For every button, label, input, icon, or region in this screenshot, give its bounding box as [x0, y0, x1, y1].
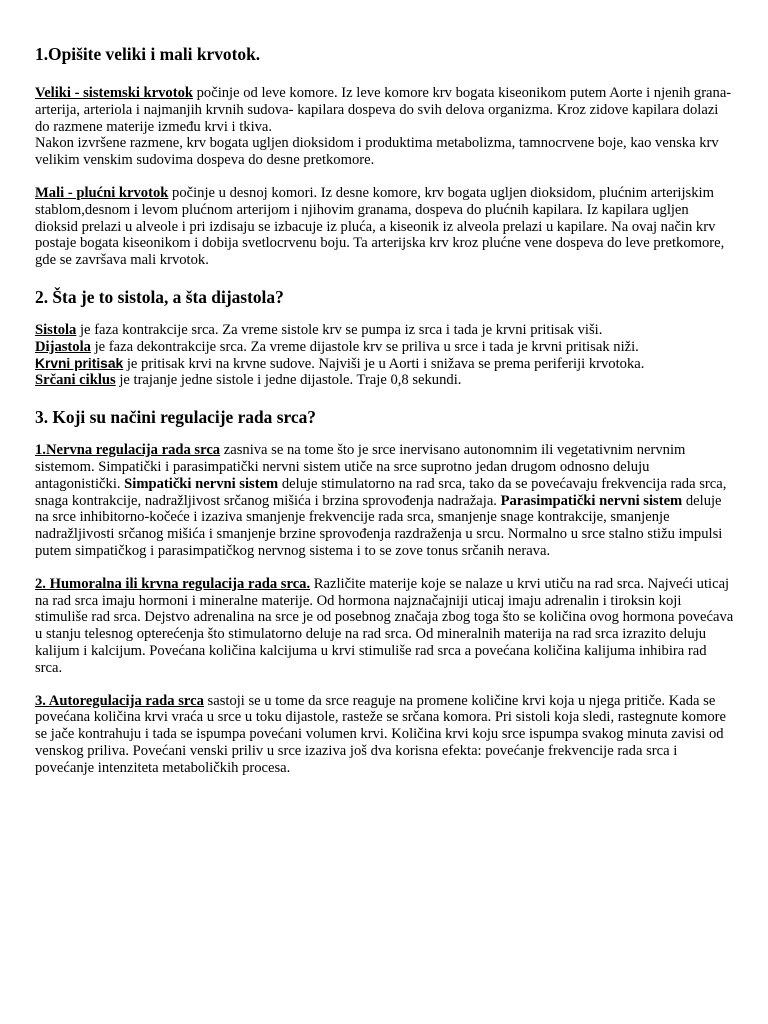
document-page	[35, 44, 735, 777]
term-krvni-pritisak: Krvni pritisak	[35, 355, 124, 371]
mali-krvotok-text: počinje u desnoj komori. Iz desne komore, krv bogata ugljen dioksidom, plućnim arterijskim stablom,desnom i levom plućnom arterijom i njihovim granama, dospeva do plućnih kapilara. Iz kapilara ugljen dioksid prelazi u alveole i pri izdisaju se izbacuje iz pluća, a kiseonik iz alveola prelazi u kapilare. Na ovaj način krv postaje bogata kiseonikom i dobija svetlocrvenu boju. Ta arterijska krv kroz plućne vene dospeva do leve pretkomore, gde se završava mali krvotok.	[35, 184, 725, 269]
term-srcani-ciklus: Srčani ciklus	[35, 372, 116, 389]
section-3-heading: 3. Koji su načini regulacije rada srca?	[35, 407, 316, 428]
mali-krvotok-paragraph	[35, 185, 735, 269]
veliki-krvotok-paragraph	[35, 85, 735, 135]
veliki-krvotok-text: počinje od leve komore. Iz leve komore krv bogata kiseonikom putem Aorte i njenih grana-arterija, arteriola i najmanjih krvnih sudova- kapilara dospeva do svih delova organizma. Kroz zidove kapilara dolazi do razmene materije između krvi i tkiva.	[35, 85, 732, 135]
text-dijastola: je faza dekontrakcije srca. Za vreme dijastole krv se priliva u srce i tada je krvni pritisak niži.	[90, 338, 639, 355]
definition-dijastola	[35, 339, 735, 356]
nervna-regulacija-text-c: deluje na srce inhibitorno-kočeće i izaziva smanjenje frekvencije rada srca, smanjenje snage kontrakcije, smanjenje nadražljivosti srčanog mišića i smanjenje brzine sprovođenja razdraženja u srcu. Normalno u srce stalno stižu impulsi putem simpatičkog i parasimpatičkog nervnog sistema i to se zove tonus srčanih nerava.	[35, 492, 723, 559]
definition-sistola	[35, 322, 735, 339]
autoregulacija-term: 3. Autoregulacija rada srca	[35, 692, 204, 709]
section-2-heading: 2. Šta je to sistola, a šta dijastola?	[35, 286, 284, 307]
autoregulacija-text: sastoji se u tome da srce reaguje na promene količine krvi koja u njega pritiče. Kada se povećana količina krvi vraća u srce u toku dijastole, rasteže se srčana komora. Pri sistoli koja sledi, rastegnute komore se jače kontrahuju i tada se ispumpa povećani volumen krvi. Količina krvi koju srce ispumpa svakog minuta zavisi od venskog priliva. Povećani venski priliv u srce izaziva još dva korisna efekta: povećanje frekvencije rada srca i povećanje intenziteta metaboličkih procesa.	[35, 692, 726, 776]
simpaticki-term: Simpatički nervni sistem	[124, 475, 279, 492]
term-sistola: Sistola	[35, 321, 77, 338]
veliki-krvotok-paragraph-2: Nakon izvršene razmene, krv bogata ugljen dioksidom i produktima metabolizma, tamnocrvene boje, kao venska krv velikim venskim sudovima dospeva do desne pretkomore.	[35, 135, 719, 169]
humoralna-regulacija-text: Različite materije koje se nalaze u krvi utiču na rad srca. Najveći uticaj na rad srca imaju hormoni i mineralne materije. Od hormona najznačajniji uticaj imaju adrenalin i tiroksin koji stimuliše rad srca. Dejstvo adrenalina na srce je od posebnog značaja zbog toga što se količina ovog hormona povećava u stanju telesnog opterećenja što stimulatorno deluje na rad srca. Od mineralnih materija na rad srca izrazito deluju kalijum i kalcijum. Povećana količina kalcijuma u krvi stimuliše rad srca a povećana količina kalijuma inhibira rad srca.	[35, 575, 734, 676]
parasimpaticki-term: Parasimpatički nervni sistem	[500, 492, 683, 509]
nervna-regulacija-text-b: deluje stimulatorno na rad srca, tako da se povećavaju frekvencija rada srca, snaga kontrakcije, nadražljivost srčanog mišića i brzina sprovođenja nadražaja.	[35, 475, 727, 509]
humoralna-regulacija-paragraph	[35, 576, 735, 677]
nervna-regulacija-paragraph	[35, 442, 735, 560]
autoregulacija-paragraph	[35, 693, 735, 777]
definition-srcani-ciklus	[35, 372, 735, 389]
humoralna-regulacija-term: 2. Humoralna ili krvna regulacija rada srca.	[35, 575, 311, 592]
veliki-krvotok-term: Veliki - sistemski krvotok	[35, 85, 193, 101]
text-krvni-pritisak: je pritisak krvi na krvne sudove. Najviši je u Aorti i snižava se prema periferiji krvotoka.	[123, 355, 645, 372]
term-dijastola: Dijastola	[35, 338, 91, 355]
definition-krvni-pritisak	[35, 356, 735, 373]
text-srcani-ciklus: je trajanje jedne sistole i jedne dijastole. Traje 0,8 sekundi.	[115, 372, 462, 389]
mali-krvotok-term: Mali - plućni krvotok	[35, 184, 169, 201]
text-sistola: je faza kontrakcije srca. Za vreme sistole krv se pumpa iz srca i tada je krvni pritisak viši.	[76, 321, 603, 338]
section-1-heading: 1.Opišite veliki i mali krvotok.	[35, 44, 261, 64]
nervna-regulacija-text-a: zasniva se na tome što je srce inervisano autonomnim ili vegetativnim nervnim sistemom. Simpatički i parasimpatički nervni sistem utiče na srce suprotno jedan drugom odnosno deluju antagonistički.	[35, 442, 686, 492]
nervna-regulacija-term: 1.Nervna regulacija rada srca	[35, 442, 221, 459]
